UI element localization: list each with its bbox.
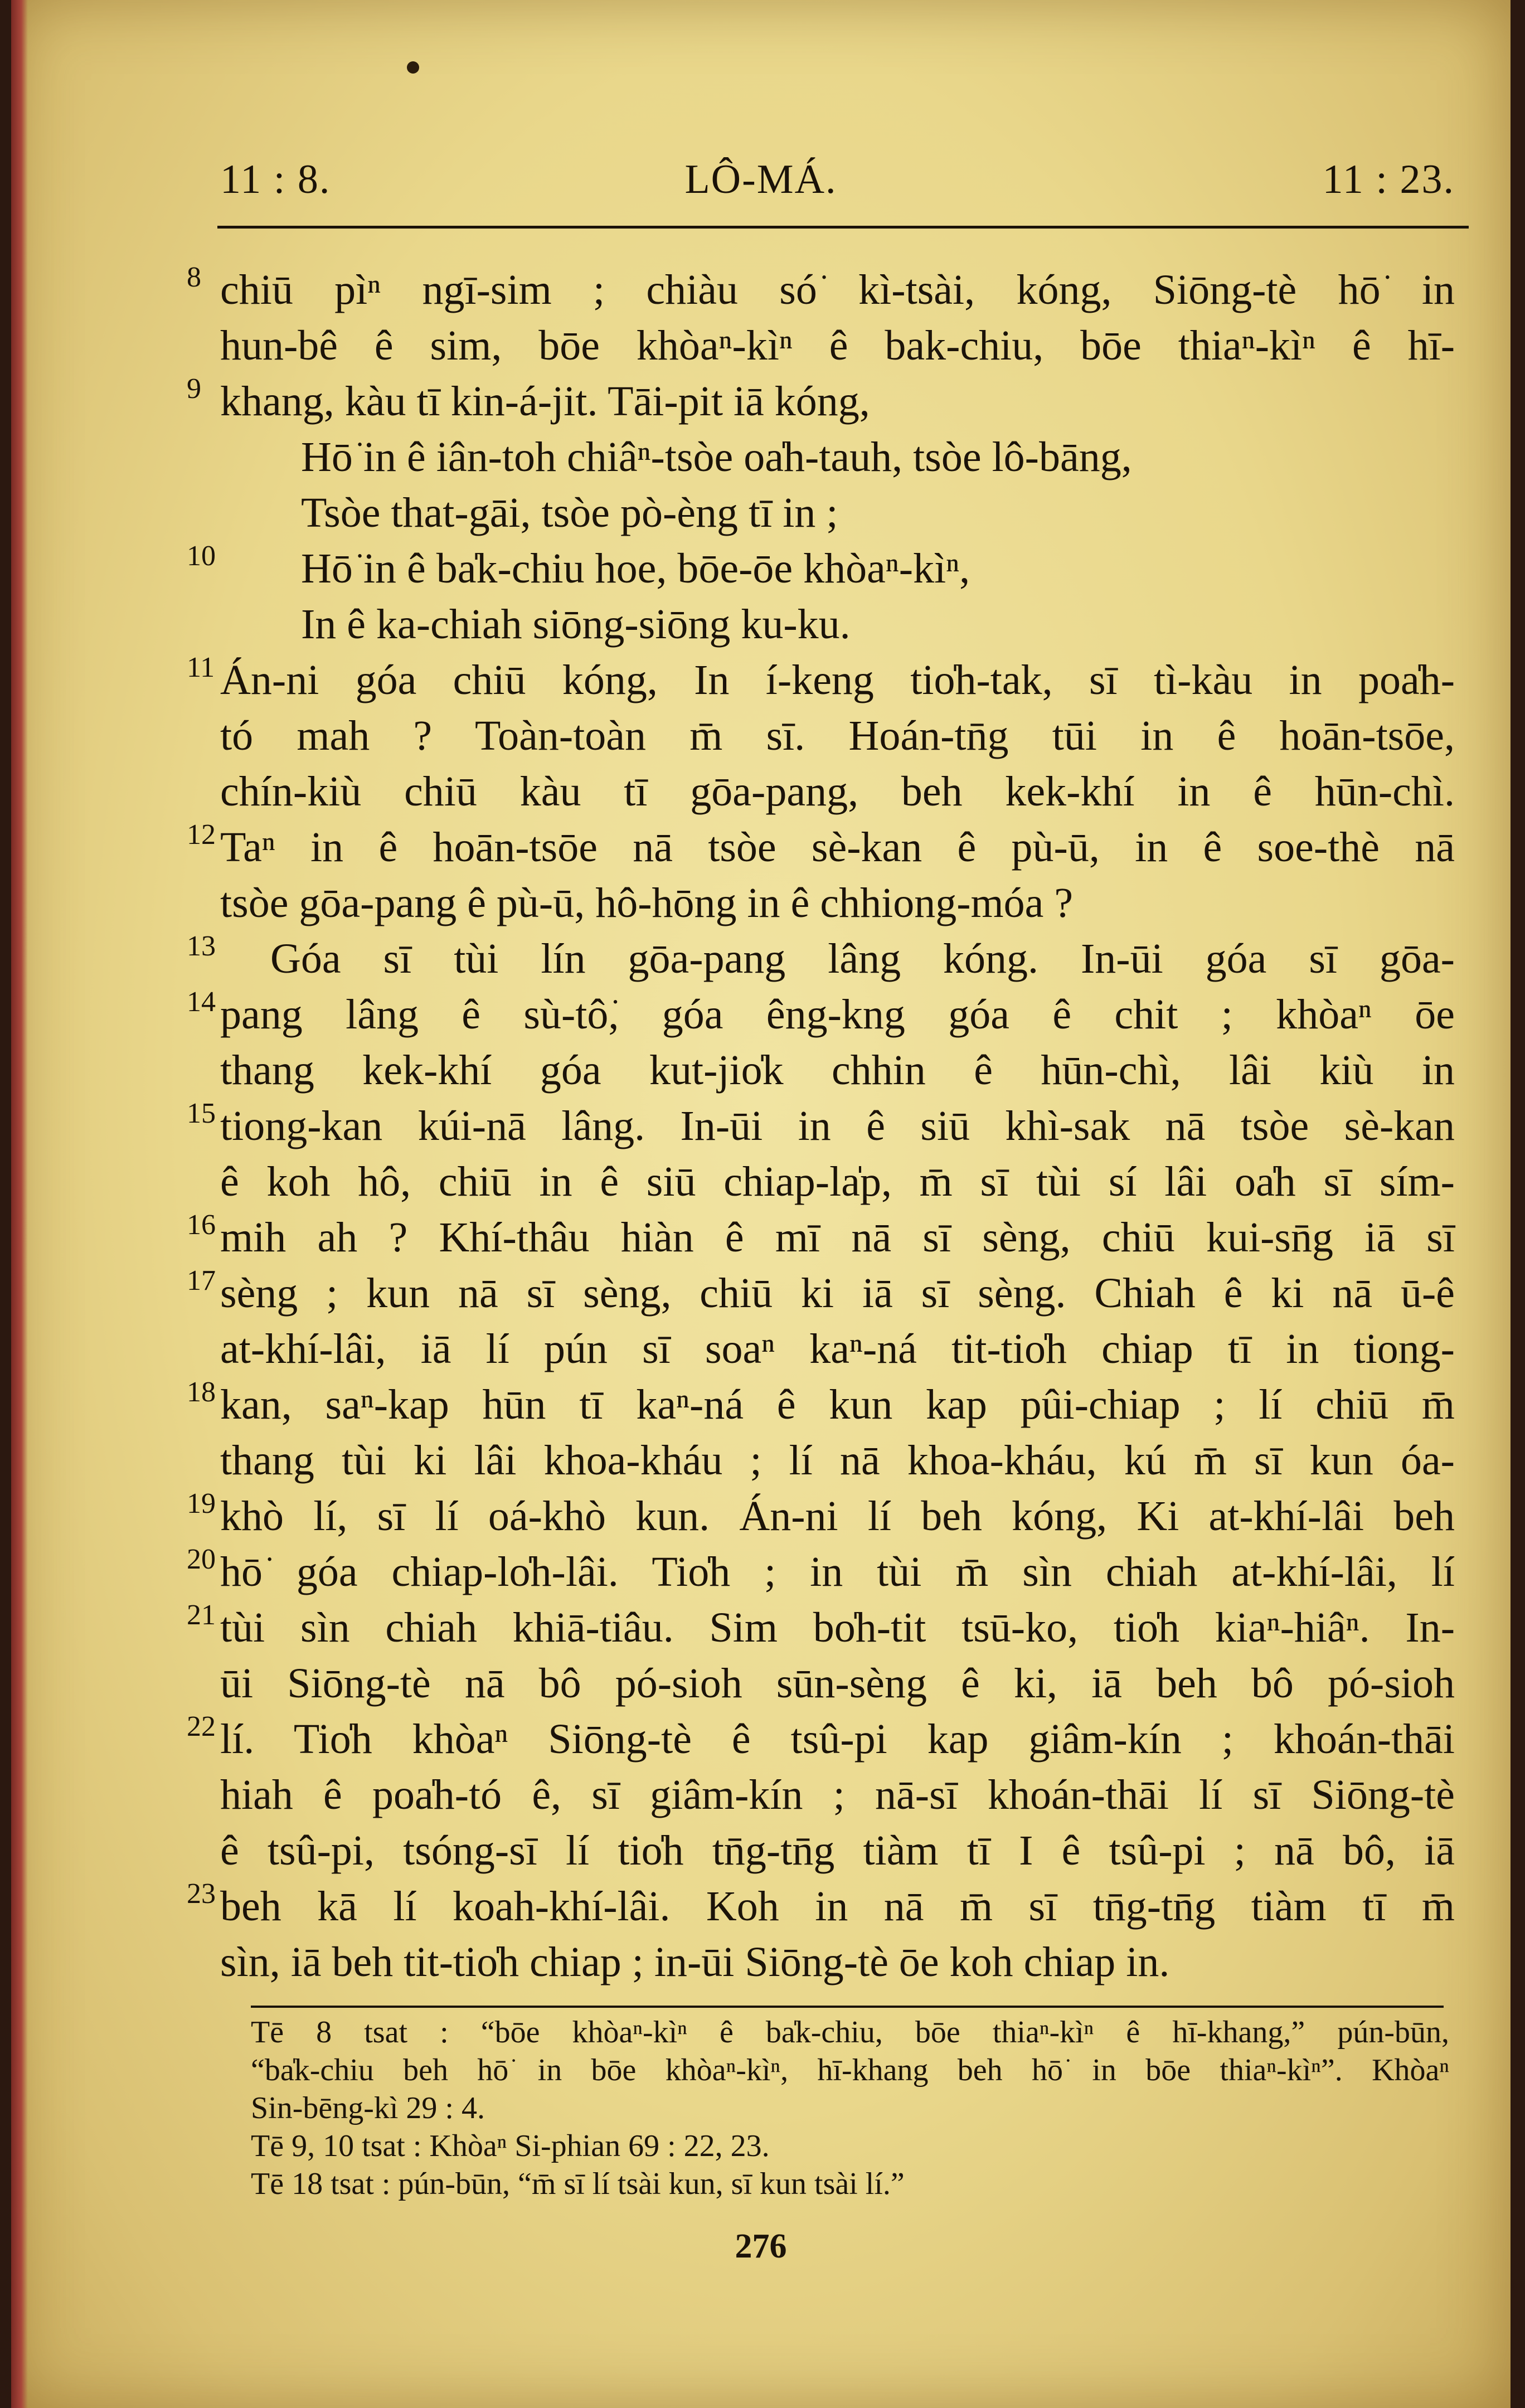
verse-number: 10	[187, 540, 216, 572]
footnote-line: Tē 18 tsat : pún-būn, “m̄ sī lí tsài kun, sī kun tsài lí.”	[251, 2167, 905, 2201]
footnotes	[251, 2013, 1449, 2203]
line-text: hiah ê poa̍h-tó ê, sī giâm-kín ; nā-sī khoán-thāi lí sī Siōng-tè	[220, 1771, 1455, 1818]
verse-number: 12	[187, 819, 216, 851]
line-text: ê koh hô, chiū in ê siū chiap-la̍p, m̄ sī tùi sí lâi oa̍h sī sím-	[220, 1158, 1455, 1205]
line-text: hō͘ góa chiap-lo̍h-lâi. Tio̍h ; in tùi m̄ sìn chiah at-khí-lâi, lí	[220, 1548, 1455, 1595]
verse-number: 18	[187, 1376, 216, 1408]
footnote-rule	[251, 2006, 1444, 2008]
line-text: at-khí-lâi, iā lí pún sī soaⁿ kaⁿ-ná tit-tio̍h chiap tī in tiong-	[220, 1326, 1455, 1372]
verse-number: 19	[187, 1488, 216, 1519]
line-text: chín-kiù chiū kàu tī gōa-pang, beh kek-khí in ê hūn-chì.	[220, 768, 1455, 815]
line-text: tsòe gōa-pang ê pù-ū, hô-hōng in ê chhiong-móa ?	[220, 880, 1074, 926]
text-line	[187, 373, 1455, 429]
text-line	[187, 930, 1455, 987]
line-text: beh kā lí koah-khí-lâi. Koh in nā m̄ sī tn̄g-tn̄g tiàm tī m̄	[220, 1883, 1455, 1930]
text-line	[187, 1488, 1455, 1544]
line-text: Hō͘ in ê iân-toh chiâⁿ-tsòe oa̍h-tauh, tsòe lô-bāng,	[301, 434, 1132, 480]
text-line	[187, 986, 1455, 1042]
footnote-line: “ba̍k-chiu beh hō͘ in bōe khòaⁿ-kìⁿ, hī-khang beh hō͘ in bōe thiaⁿ-kìⁿ”. Khòaⁿ	[251, 2053, 1449, 2087]
page-number: 276	[735, 2227, 787, 2265]
line-text: khang, kàu tī kin-á-jit. Tāi-pit iā kóng,	[220, 378, 870, 425]
text-line	[187, 1265, 1455, 1321]
footnote-line: Tē 8 tsat : “bōe khòaⁿ-kìⁿ ê ba̍k-chiu, bōe thiaⁿ-kìⁿ ê hī-khang,” pún-būn,	[251, 2015, 1449, 2050]
text-line	[220, 1823, 1455, 1878]
text-line	[220, 318, 1455, 373]
line-text: khò lí, sī lí oá-khò kun. Án-ni lí beh kóng, Ki at-khí-lâi beh	[220, 1493, 1455, 1540]
line-text: lí. Tio̍h khòaⁿ Siōng-tè ê tsû-pi kap giâm-kín ; khoán-thāi	[220, 1716, 1455, 1763]
text-line	[187, 652, 1455, 708]
line-text: tó mah ? Toàn-toàn m̄ sī. Hoán-tn̄g tūi in ê hoān-tsōe,	[220, 712, 1455, 759]
line-text: chiū pìⁿ ngī-sim ; chiàu só͘ kì-tsài, kóng, Siōng-tè hō͘ in	[220, 266, 1455, 313]
line-text: In ê ka-chiah siōng-siōng ku-ku.	[301, 601, 851, 648]
text-line	[187, 540, 1455, 596]
line-text: Án-ni góa chiū kóng, In í-keng tio̍h-tak, sī tì-kàu in poa̍h-	[220, 657, 1455, 703]
line-text: Hō͘ in ê ba̍k-chiu hoe, bōe-ōe khòaⁿ-kìⁿ,	[301, 545, 970, 592]
text-line	[187, 1543, 1455, 1600]
line-text: thang tùi ki lâi khoa-kháu ; lí nā khoa-kháu, kú m̄ sī kun óa-	[220, 1437, 1455, 1484]
line-text: hun-bê ê sim, bōe khòaⁿ-kìⁿ ê bak-chiu, bōe thiaⁿ-kìⁿ ê hī-	[220, 322, 1455, 369]
text-line	[187, 1878, 1455, 1934]
verse-number: 9	[187, 373, 201, 405]
line-text: Góa sī tùi lín gōa-pang lâng kóng. In-ūi góa sī gōa-	[270, 935, 1455, 982]
text-line	[187, 1209, 1455, 1265]
verse-number: 20	[187, 1543, 216, 1575]
text-line	[220, 708, 1455, 764]
line-text: sìn, iā beh tit-tio̍h chiap ; in-ūi Siōng-tè ōe koh chiap in.	[220, 1939, 1170, 1985]
running-head-right: 11 : 23.	[1322, 157, 1455, 202]
line-text: Taⁿ in ê hoān-tsōe nā tsòe sè-kan ê pù-ū, in ê soe-thè nā	[220, 824, 1455, 871]
text-line	[220, 1767, 1455, 1823]
verse-number: 13	[187, 930, 216, 962]
text-line	[220, 1321, 1455, 1377]
verse-number: 14	[187, 986, 216, 1018]
line-text: ūi Siōng-tè nā bô pó-sioh sūn-sèng ê ki, iā beh bô pó-sioh	[220, 1660, 1455, 1707]
text-line	[220, 429, 1455, 485]
verse-number: 22	[187, 1711, 216, 1742]
text-line	[187, 1376, 1455, 1433]
verse-number: 8	[187, 261, 201, 293]
running-head-title: LÔ-MÁ.	[684, 157, 837, 202]
text-line	[220, 1042, 1455, 1098]
line-text: Tsòe that-gāi, tsòe pò-èng tī in ;	[301, 489, 838, 536]
line-text: thang kek-khí góa kut-jio̍k chhin ê hūn-chì, lâi kiù in	[220, 1047, 1455, 1094]
verse-number: 17	[187, 1265, 216, 1297]
text-line	[187, 261, 1455, 318]
header-rule	[217, 226, 1469, 229]
ink-speck	[407, 61, 419, 74]
line-text: sèng ; kun nā sī sèng, chiū ki iā sī sèng. Chiah ê ki nā ū-ê	[220, 1270, 1455, 1317]
text-line	[220, 596, 1455, 652]
text-line	[220, 485, 1455, 541]
verse-number: 16	[187, 1209, 216, 1241]
line-text: tiong-kan kúi-nā lâng. In-ūi in ê siū khì-sak nā tsòe sè-kan	[220, 1103, 1455, 1149]
scripture-text	[187, 261, 1455, 1990]
text-line	[220, 875, 1455, 931]
text-line	[220, 1154, 1455, 1210]
text-line	[220, 1656, 1455, 1711]
text-line	[220, 764, 1455, 819]
footnote-line: Tē 9, 10 tsat : Khòaⁿ Si-phian 69 : 22, 23.	[251, 2129, 770, 2163]
line-text: ê tsû-pi, tsóng-sī lí tio̍h tn̄g-tn̄g tiàm tī I ê tsû-pi ; nā bô, iā	[220, 1827, 1455, 1874]
text-line	[220, 1934, 1455, 1990]
text-line	[187, 1098, 1455, 1154]
line-text: kan, saⁿ-kap hūn tī kaⁿ-ná ê kun kap pûi-chiap ; lí chiū m̄	[220, 1381, 1455, 1428]
verse-number: 15	[187, 1098, 216, 1129]
book-page	[11, 0, 1511, 2408]
running-head-left: 11 : 8.	[220, 157, 331, 202]
line-text: mih ah ? Khí-thâu hiàn ê mī nā sī sèng, chiū kui-sn̄g iā sī	[220, 1214, 1455, 1261]
verse-number: 21	[187, 1599, 216, 1631]
text-line	[187, 1599, 1455, 1656]
line-text: pang lâng ê sù-tô͘, góa êng-kng góa ê chit ; khòaⁿ ōe	[220, 991, 1455, 1038]
text-line	[187, 819, 1455, 875]
line-text: tùi sìn chiah khiā-tiâu. Sim bo̍h-tit tsū-ko, tio̍h kiaⁿ-hiâⁿ. In-	[220, 1604, 1455, 1651]
verse-number: 11	[187, 652, 215, 683]
text-line	[220, 1433, 1455, 1488]
text-line	[187, 1711, 1455, 1767]
footnote-line: Sin-bēng-kì 29 : 4.	[251, 2091, 485, 2125]
page-spine-edge	[11, 0, 28, 2408]
verse-number: 23	[187, 1878, 216, 1910]
